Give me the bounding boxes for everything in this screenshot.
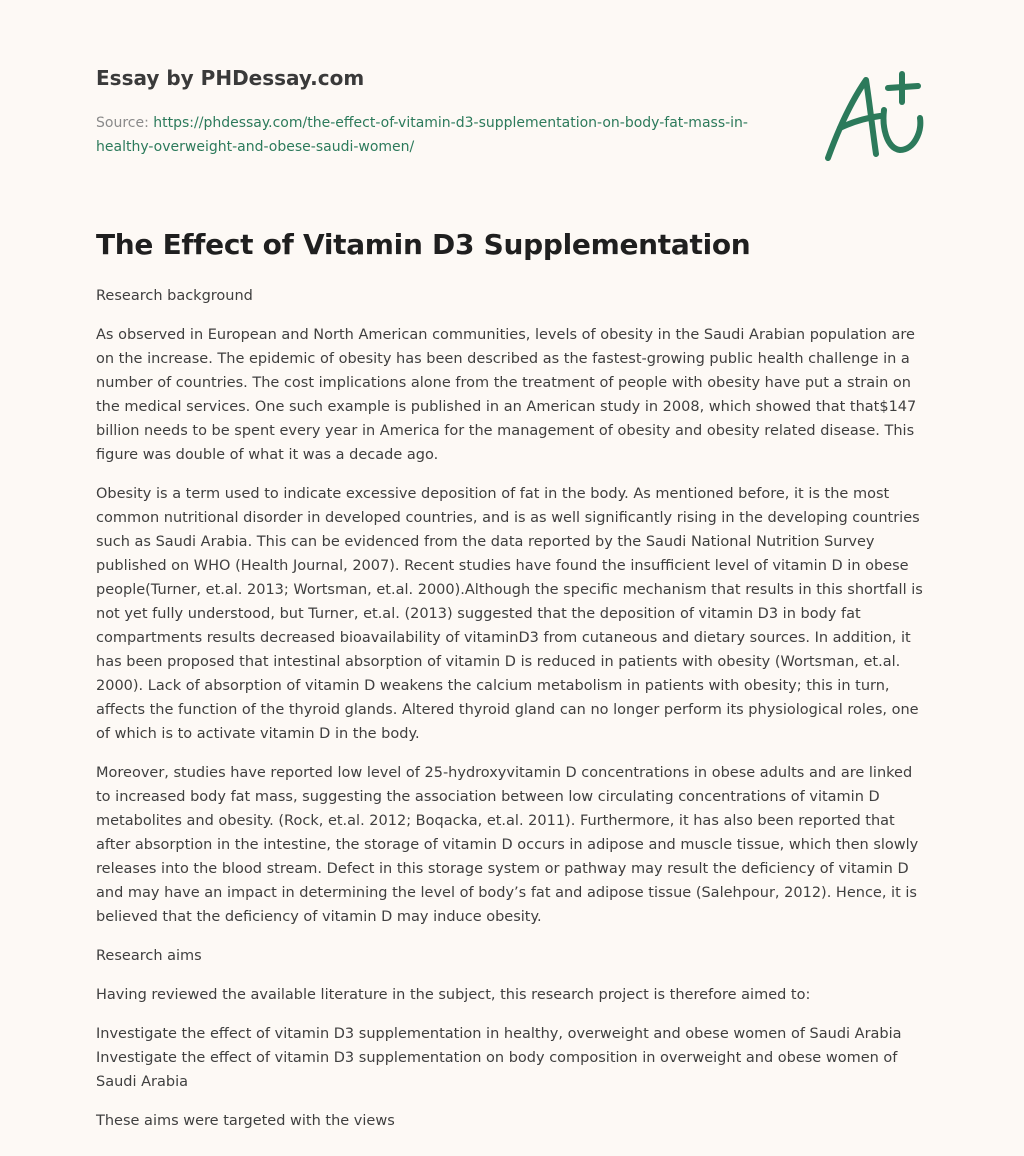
article-paragraph: As observed in European and North American communities, levels of obesity in the Saudi Arabian population are on the increase. The epidemic of obesity has been described as the fastest-growing public health challenge in a number of countries. The cost implications alone from the treatment of people with obesity have put a strain on the medical services. One such example is published in an American study in 2008, which showed that that$147 billion needs to be spent every year in America for the management of obesity and obesity related disease. This figure was double of what it was a decade ago. <box>96 327 917 463</box>
article-paragraph: These aims were targeted with the views <box>96 1113 395 1129</box>
article-paragraph: Having reviewed the available literature in the subject, this research project is therefore aimed to: <box>96 987 811 1003</box>
article-title: The Effect of Vitamin D3 Supplementation <box>96 228 751 261</box>
a-plus-logo-icon <box>818 66 930 166</box>
article-paragraph: Moreover, studies have reported low level of 25-hydroxyvitamin D concentrations in obese adults and are linked to increased body fat mass, suggesting the association between low circulating concentrations of vitamin D metabolites and obesity. (Rock, et.al. 2012; Boqacka, et.al. 2011). Furthermore, it has also been reported that after absorption in the intestine, the storage of vitamin D occurs in adipose and muscle tissue, which then slowly releases into the blood stream. Defect in this storage system or pathway may result the deficiency of vitamin D and may have an impact in determining the level of body’s fat and adipose tissue (Salehpour, 2012). Hence, it is believed that the deficiency of vitamin D may induce obesity. <box>96 765 919 925</box>
source-link[interactable]: https://phdessay.com/the-effect-of-vitamin-d3-supplementation-on-body-fat-mass-in-healthy-overweight-and-obese-saudi-women/ <box>96 115 748 155</box>
site-brand[interactable]: Essay by PHDessay.com <box>96 66 365 90</box>
article-paragraph: Investigate the effect of vitamin D3 supplementation in healthy, overweight and obese women of Saudi Arabia Investigate the effect of vitamin D3 supplementation on body composition in overweight and obese women of Saudi Arabia <box>96 1026 902 1090</box>
source-label: Source: <box>96 115 154 131</box>
page-header <box>96 64 776 159</box>
article-body <box>96 284 930 1148</box>
article-paragraph: Obesity is a term used to indicate excessive deposition of fat in the body. As mentioned before, it is the most common nutritional disorder in developed countries, and is as well significantly rising in the developing countries such as Saudi Arabia. This can be evidenced from the data reported by the Saudi National Nutrition Survey published on WHO (Health Journal, 2007). Recent studies have found the insufficient level of vitamin D in obese people(Turner, et.al. 2013; Wortsman, et.al. 2000).Although the specific mechanism that results in this shortfall is not yet fully understood, but Turner, et.al. (2013) suggested that the deposition of vitamin D3 in body fat compartments results decreased bioavailability of vitaminD3 from cutaneous and dietary sources. In addition, it has been proposed that intestinal absorption of vitamin D is reduced in patients with obesity (Wortsman, et.al. 2000). Lack of absorption of vitamin D weakens the calcium metabolism in patients with obesity; this in turn, affects the function of the thyroid glands. Altered thyroid gland can no longer perform its physiological roles, one of which is to activate vitamin D in the body. <box>96 486 923 742</box>
article-paragraph: Research aims <box>96 948 202 964</box>
source-line <box>96 111 776 159</box>
article-paragraph: Research background <box>96 288 253 304</box>
